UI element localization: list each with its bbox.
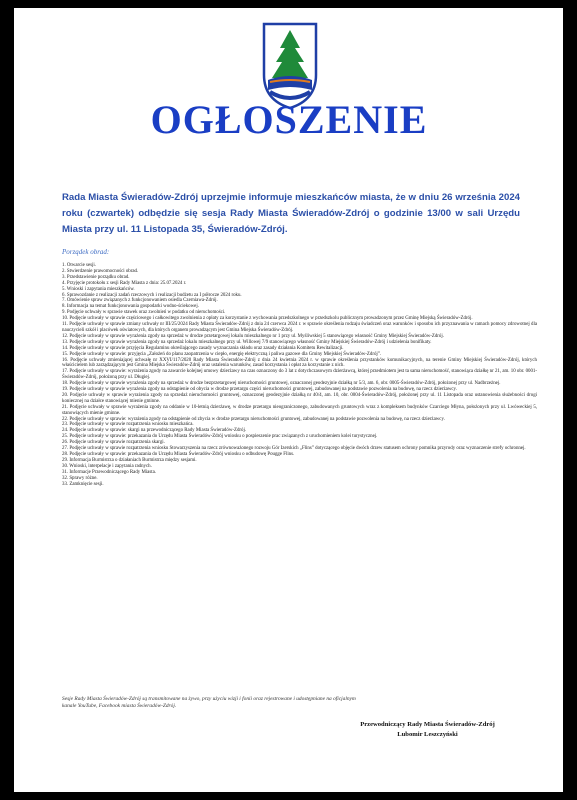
agenda-item: 26. Podjęcie uchwały w sprawie rozpatrzenia skargi. <box>62 440 165 446</box>
agenda-header: Porządek obrad: <box>62 248 110 256</box>
agenda-item: 19. Podjęcie uchwały w sprawie wyrażenia zgody na odstąpienie od obycia w drodze przetargu części nieruchomości gruntowej, zabudowanej na podstawie pozwolenia na budowę, na rzecz dzierżawcy. <box>62 387 457 393</box>
agenda-item: 16. Podjęcie uchwały zmieniającej uchwałę nr XXVI/117/2020 Rady Miasta Świeradów-Zdrój z dnia 24 kwietnia 2024 r. w sprawie określenia przystanków komunikacyjnych, na terenie Gminy Miejskiej Świeradów-Zdrój, których właścicielem lub zarządzającym jest Gmina Miejska Świeradów-Zdrój oraz ustalenia warunków, zasad korzystania i opłat za korzystanie z nich. <box>62 357 537 369</box>
notice-title: OGŁOSZENIE <box>150 97 428 142</box>
agenda-item: 11. Podjęcie uchwały w sprawie zmiany uchwały nr III/25/2024 Rady Miasta Świeradów-Zdrój z dnia 24 czerwca 2024 r. w sprawie określenia rodzaju świadczeń oraz warunków i sposobu ich przyznawania w ramach pomocy zdrowotnej dla nauczycieli szkół i placówek oświatowych, dla których organem prowadzącym jest Gmina Miejska Świeradów-Zdrój. <box>62 322 537 333</box>
agenda-item: 27. Podjęcie uchwały w sprawie rozpatrzenia wniosku Stowarzyszenia na rzecz zrównoważonego rozwoju Gór Izerskich „Flins” dotyczącego objęcie dwóch drzew statusem ochrony pomnika przyrody oraz wyznaczenie strefy ochronnej. <box>62 446 526 452</box>
agenda-item: 8. Informacja na temat funkcjonowania gospodarki wodno-ściekowej. <box>62 304 199 310</box>
agenda-item: 20. Podjęcie uchwały w sprawie wyrażenia zgody na sprzedaż nieruchomości gruntowej, oznaczonej geodezyjnie działką nr 40/4, am. 10, obr. 0004-Świeradów-Zdrój, położonej przy ul. 11 Listopada oraz ustanowienia służebności drogi koniecznej na działce stanowiącej mienie gminne. <box>62 392 537 404</box>
agenda-item: 13. Podjęcie uchwały w sprawie wyrażenia zgody na sprzedaż lokalu mieszkalnego przy ul. Willowej 7/9 stanowiącego własność Gminy Miejskiej Świeradów-Zdrój i udzielenia bonifikaty. <box>62 339 432 345</box>
agenda-item: 21. Podjęcie uchwały w sprawie wyrażenia zgody na oddanie w 10-letnią dzierżawę, w drodze przetargu nieograniczonego, zabudowanych gruntowych wraz z kompleksem budynków Czarciego Młyna, położonych przy ul. Lwóweckiej 5, stanowiących mienie gminne. <box>62 404 537 416</box>
agenda-item: 12. Podjęcie uchwały w sprawie wyrażenia zgody na sprzedaż w drodze przetargowej lokalu mieszkalnego nr 1 przy ul. Myśliwskiej 5 stanowiącego własność Gminy Miejskiej Świeradów-Zdrój. <box>62 333 444 339</box>
agenda-item: 32. Sprawy różne. <box>62 475 98 481</box>
agenda-item: 31. Informacje Przewodniczącego Rady Miasta. <box>62 469 156 475</box>
agenda-item: 18. Podjęcie uchwały w sprawie wyrażenia zgody na sprzedaż w drodze bezprzetargowej nieruchomości gruntowej, oznaczonej geodezyjnie działką nr 5/3, am. 6, obr. 0005-Świeradów-Zdrój, położonej przy ul. Nadbrzeżnej. <box>62 381 501 387</box>
left-border <box>0 0 14 800</box>
agenda-item: 10. Podjęcie uchwały w sprawie częściowego i całkowitego zwolnienia z opłaty za korzystanie z wychowania przedszkolnego w przedszkolu publicznym prowadzonym przez Gminę Miejską Świeradów-Zdrój. <box>62 316 473 322</box>
agenda-item: 6. Sprawozdanie z realizacji zadań rzeczowych i realizacji budżetu za I półrocze 2024 roku. <box>62 292 242 298</box>
agenda-list <box>62 263 537 487</box>
agenda-item: 29. Informacja Burmistrza o działaniach Burmistrza między sesjami. <box>62 457 197 463</box>
agenda-item: 25. Podjęcie uchwały w sprawie: przekazania do Urzędu Miasta Świeradów-Zdrój wniosku o pospieszenie prac związanych z uruchomieniem kolei turystycznej. <box>62 434 378 440</box>
notice-intro: Rada Miasta Świeradów-Zdrój uprzejmie informuje mieszkańców miasta, że w dniu 26 września 2024 roku (czwartek) odbędzie się sesja Rady Miasta Świeradów-Zdrój o godzinie 13/00 w sali Urzędu Miasta przy ul. 11 Listopada 35, Świeradów-Zdrój. <box>62 192 520 235</box>
signature-role: Przewodniczący Rady Miasta Świeradów-Zdrój <box>360 721 495 728</box>
agenda-item: 5. Wnioski i zapytania mieszkańców. <box>62 286 135 292</box>
agenda-item: 23. Podjęcie uchwały w sprawie rozpatrzenia wniosku mieszkańca. <box>62 422 194 428</box>
agenda-item: 30. Wnioski, interpelacje i zapytania radnych. <box>62 463 152 469</box>
notice-page <box>40 8 538 792</box>
agenda-item: 15. Podjęcie uchwały w sprawie: przyjęcia „Założeń do planu zaopatrzenia w ciepło, energię elektryczną i paliwa gazowe dla Gminy Miejskiej Świeradów-Zdrój”. <box>62 351 382 357</box>
signature-block <box>320 720 535 740</box>
agenda-item: 14. Podjęcie uchwały w sprawie przyjęcia Regulaminu określającego zasady wyznaczania składu oraz zasady działania Komitetu Rewitalizacji. <box>62 345 344 351</box>
broadcast-note: Sesje Rady Miasta Świeradów-Zdrój są transmitowane na żywo, przy użyciu wizji i fonii oraz rejestrowane i udostępniane na oficjalnym kanale YouTube, Facebook miasta Świeradów-Zdrój. <box>62 696 356 709</box>
right-border <box>563 0 577 800</box>
agenda-item: 22. Podjęcie uchwały w sprawie: wyrażenia zgody na odstąpienie od zbycia w drodze przetargu nieruchomości gruntowej, zabudowanej na podstawie pozwolenia na budowę, na rzecz dzierżawcy. <box>62 416 445 422</box>
bottom-border <box>0 792 577 800</box>
agenda-item: 9. Podjęcie uchwały w sprawie stawek oraz zwolnień w podatku od nieruchomości. <box>62 310 226 316</box>
agenda-item: 17. Podjęcie uchwały w sprawie: wyrażenia zgody na zawarcie kolejnej umowy dzierżawy na czas oznaczony do 3 lat z dotychczasowym dzierżawcą, której przedmiotem jest ta sama nieruchomość, stanowiąca działkę nr 21, am. 10 obr. 0001-Świeradów-Zdrój, położoną przy ul. Długiej. <box>62 369 537 381</box>
top-border <box>0 0 577 8</box>
agenda-item: 3. Przedstawienie porządku obrad. <box>62 274 130 280</box>
agenda-item: 28. Podjęcie uchwały w sprawie: przekazania do Urzędu Miasta Świeradów-Zdrój wniosku o odbudowę Pougge Flins. <box>62 452 295 457</box>
signature-name: Lubomir Leszczyński <box>397 731 458 738</box>
agenda-item: 2. Stwierdzenie prawomocności obrad. <box>62 268 139 274</box>
agenda-item: 1. Otwarcie sesji. <box>62 263 96 268</box>
agenda-item: 4. Przyjęcie protokołu z sesji Rady Miasta z dnia: 25.07.2024 r. <box>62 280 187 286</box>
agenda-item: 24. Podjęcie uchwały w sprawie: skargi na przewodniczącego Rady Miasta Świeradów-Zdrój. <box>62 428 247 434</box>
agenda-item: 7. Omówienie spraw związanych z funkcjonowaniem osiedla Czerniawa-Zdrój. <box>62 298 218 304</box>
agenda-item: 33. Zamknięcie sesji. <box>62 481 104 487</box>
